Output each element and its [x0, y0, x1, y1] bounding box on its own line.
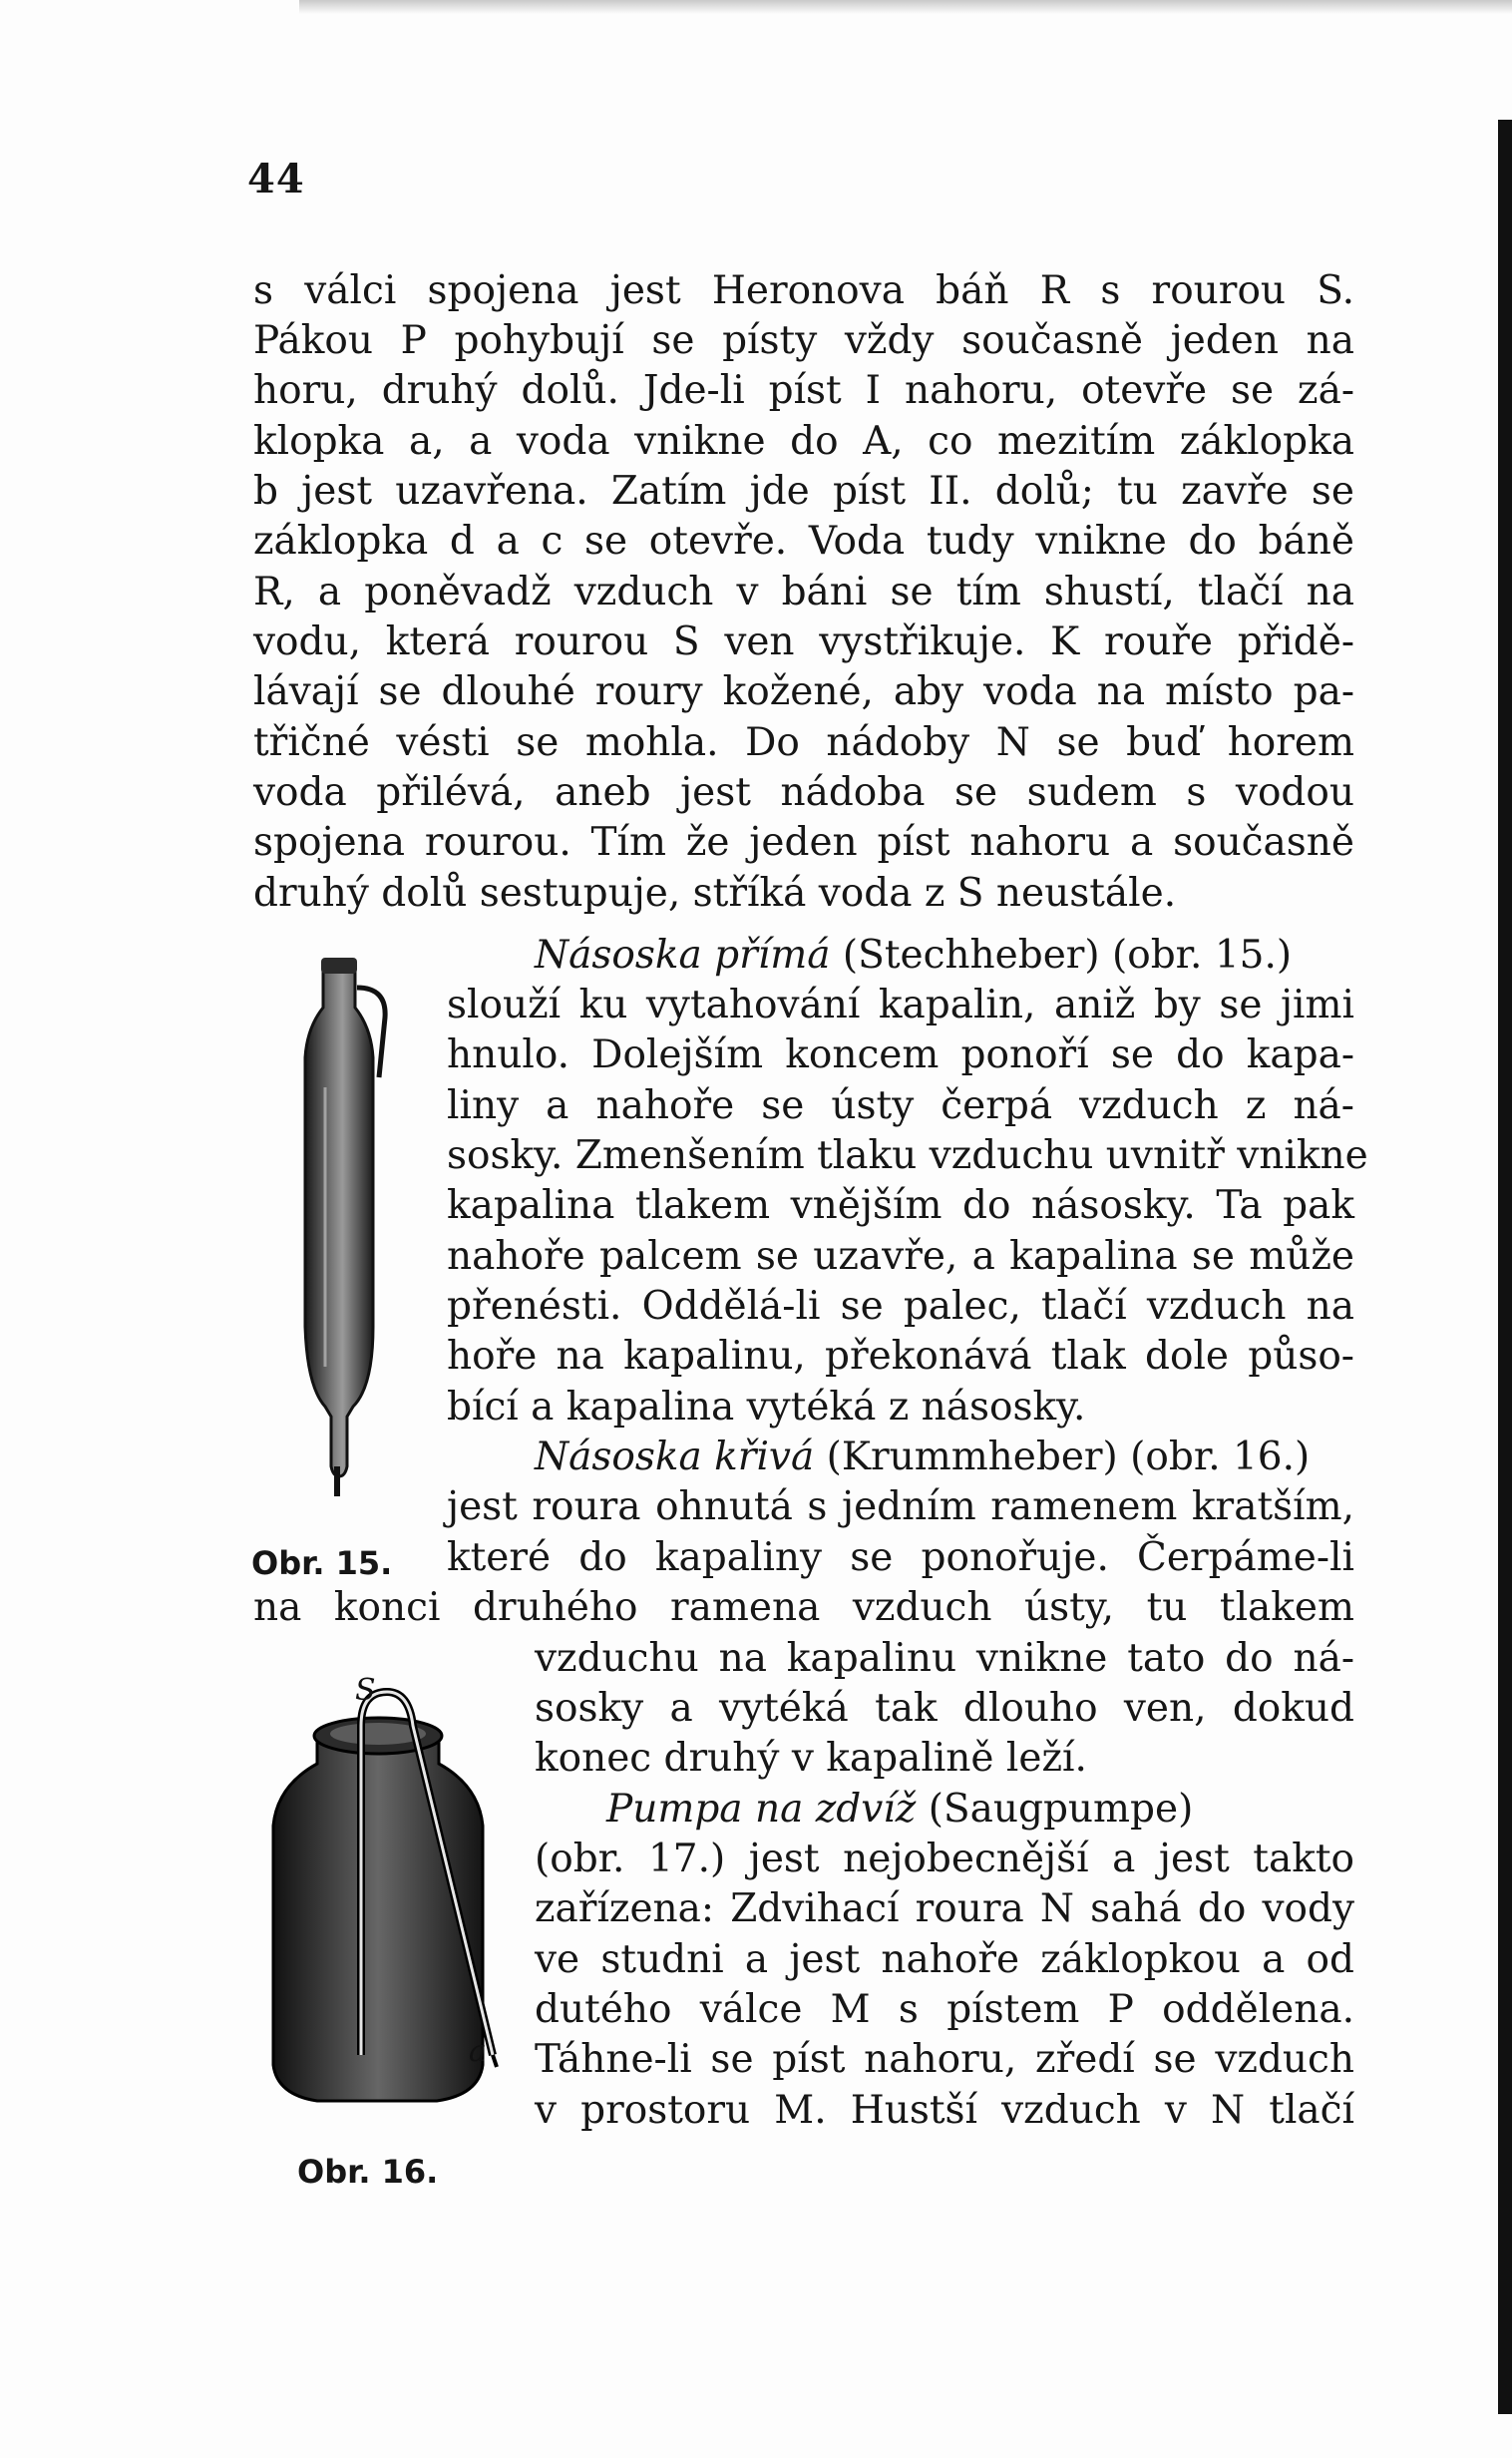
text-line: hnulo. Dolejším koncem ponoří se do kapa-: [447, 1032, 1354, 1077]
term-rest: (Stechheber) (obr. 15.): [830, 933, 1293, 978]
text-line: ve studni a jest nahoře záklopkou a od: [535, 1937, 1354, 1982]
text-line: klopka a, a voda vnikne do A, co mezitím záklopka: [253, 419, 1354, 464]
text-line: záklopka d a c se otevře. Voda tudy vnikne do báně: [253, 519, 1354, 564]
text-line: sosky. Zmenšením tlaku vzduchu uvnitř vnikne: [447, 1133, 1368, 1178]
text-line: přenésti. Oddělá-li se palec, tlačí vzduch na: [447, 1284, 1354, 1329]
text-line: bící a kapalina vytéká z násosky.: [447, 1385, 1086, 1430]
text-line: liny a nahoře se ústy čerpá vzduch z ná-: [447, 1083, 1354, 1128]
text-line: sosky a vytéká tak dlouho ven, dokud: [535, 1686, 1354, 1731]
text-line: slouží ku vytahování kapalin, aniž by se jimi: [447, 983, 1354, 1027]
text-line: jest roura ohnutá s jedním ramenem kratším,: [447, 1484, 1354, 1529]
figure-16-caption: Obr. 16.: [297, 2153, 439, 2191]
text-line: vzduchu na kapalinu vnikne tato do ná-: [535, 1636, 1354, 1681]
figure-16-label-a: a: [469, 2034, 487, 2069]
text-line: horu, druhý dolů. Jde-li píst I nahoru, otevře se zá-: [253, 368, 1354, 413]
text-line: voda přilévá, aneb jest nádoba se sudem s vodou: [253, 770, 1354, 815]
page-right-edge: [1498, 120, 1512, 2414]
text-line: kapalina tlakem vnějším do násosky. Ta pak: [447, 1183, 1354, 1228]
figure-16-label-s: S: [355, 1673, 376, 1708]
text-line: (obr. 17.) jest nejobecnější a jest takto: [535, 1837, 1354, 1881]
text-line: hoře na kapalinu, překonává tlak dole půso-: [447, 1334, 1354, 1379]
text-line: s válci spojena jest Heronova báň R s rourou S.: [253, 268, 1354, 313]
text-line: třičné vésti se mohla. Do nádoby N se buď horem: [253, 720, 1354, 765]
page-number: 44: [247, 156, 305, 203]
term-straight-siphon: Násoska přímá: [535, 933, 831, 978]
term-rest: (Krummheber) (obr. 16.): [814, 1434, 1311, 1479]
text-line: b jest uzavřena. Zatím jde píst II. dolů; tu zavře se: [253, 469, 1354, 514]
text-line: na konci druhého ramena vzduch ústy, tu tlakem: [253, 1585, 1354, 1630]
text-line: spojena rourou. Tím že jeden píst nahoru a současně: [253, 820, 1354, 865]
paragraph-heading: [535, 1434, 1354, 1483]
text-line: dutého válce M s pístem P oddělena.: [535, 1987, 1354, 2032]
page-top-shadow: [299, 0, 1512, 14]
text-line: které do kapaliny se ponořuje. Čerpáme-li: [447, 1535, 1354, 1580]
figure-15-straight-siphon: [277, 948, 417, 1506]
term-lift-pump: Pumpa na zdvíž: [606, 1787, 917, 1832]
text-line: Pákou P pohybují se písty vždy současně jeden na: [253, 318, 1354, 363]
text-line: nahoře palcem se uzavře, a kapalina se může: [447, 1234, 1354, 1279]
text-line: R, a poněvadž vzduch v báni se tím shustí, tlačí na: [253, 570, 1354, 614]
text-line: vodu, která rourou S ven vystřikuje. K rouře přidě-: [253, 619, 1354, 664]
term-bent-siphon: Násoska křivá: [535, 1434, 815, 1479]
paragraph-heading: [535, 1786, 1354, 1836]
text-line: lávají se dlouhé roury kožené, aby voda na místo pa-: [253, 669, 1354, 714]
text-line: v prostoru M. Hustší vzduch v N tlačí: [535, 2088, 1354, 2133]
figure-16-bent-siphon: [257, 1656, 535, 2155]
text-line: Táhne-li se píst nahoru, zředí se vzduch: [535, 2037, 1354, 2082]
text-line: druhý dolů sestupuje, stříká voda z S neustále.: [253, 871, 1177, 916]
text-line: zařízena: Zdvihací roura N sahá do vody: [535, 1886, 1354, 1931]
figure-15-caption: Obr. 15.: [251, 1544, 393, 1582]
term-rest: (Saugpumpe): [916, 1787, 1194, 1832]
text-line: konec druhý v kapalině leží.: [535, 1736, 1087, 1781]
paragraph-heading: [535, 932, 1354, 982]
